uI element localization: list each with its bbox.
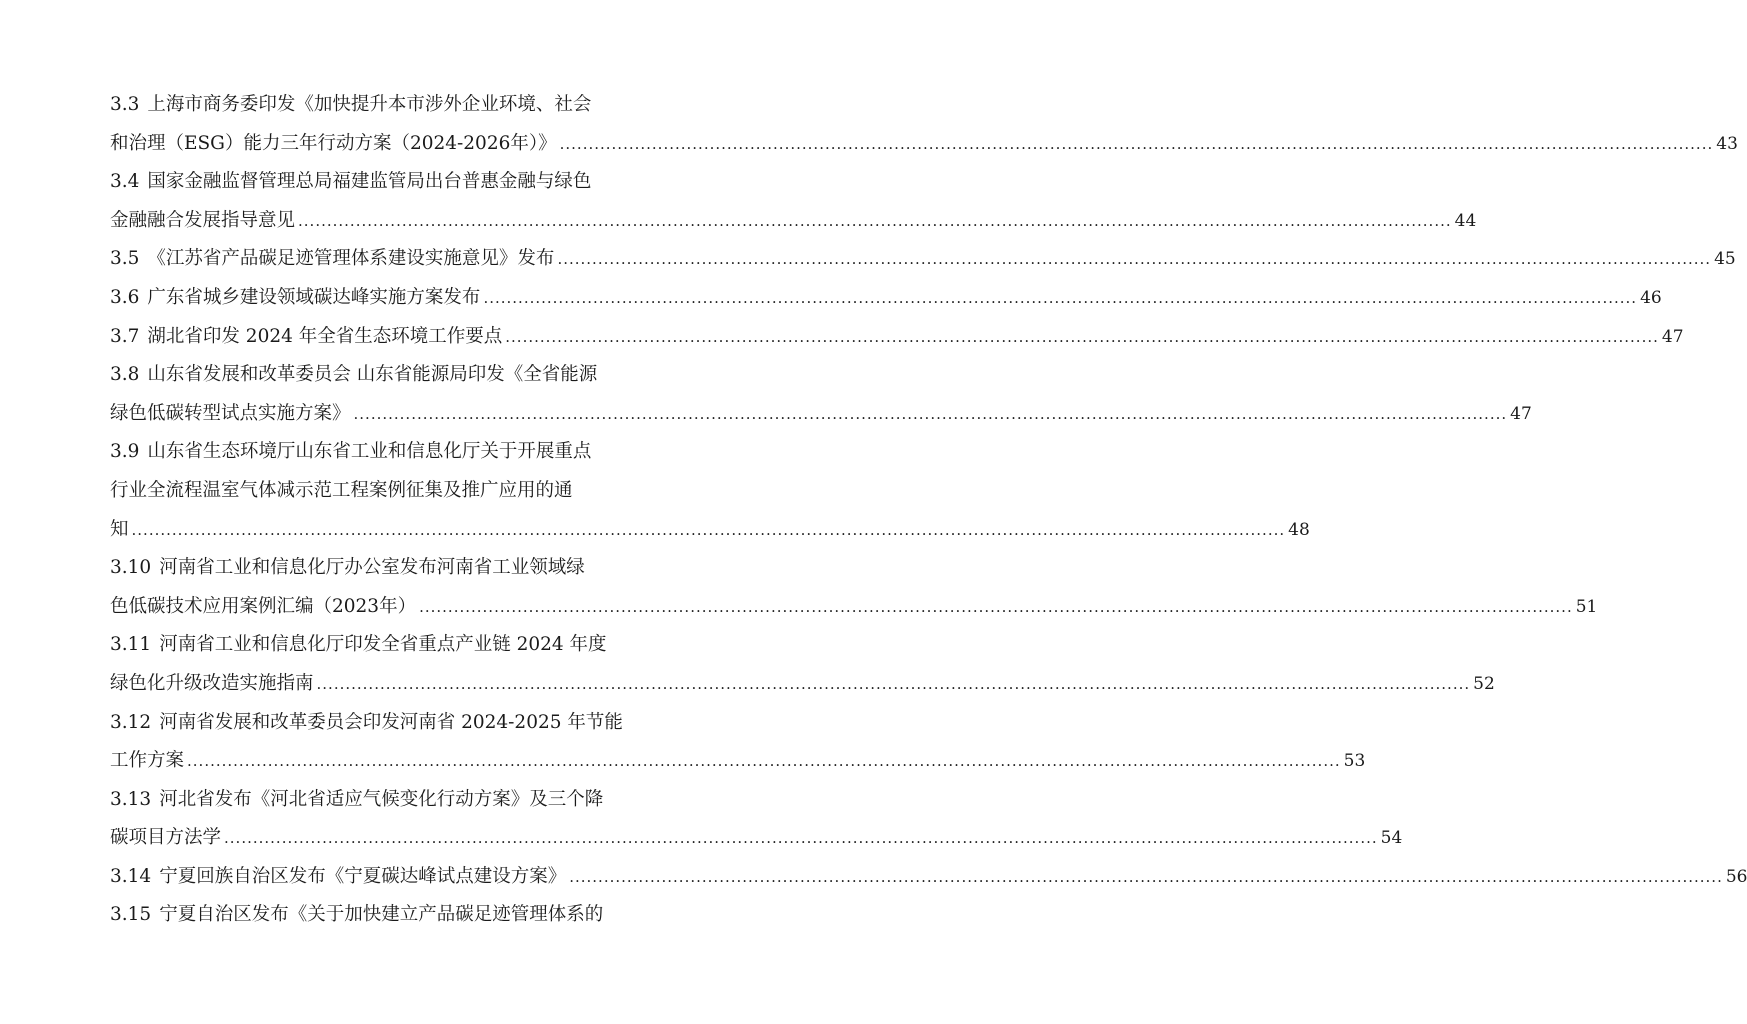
toc-entry-line[interactable]	[110, 433, 616, 472]
toc-page-number: 52	[1473, 673, 1495, 694]
toc-page-number: 53	[1343, 751, 1366, 772]
toc-entry-title: 广东省城乡建设领域碳达峰实施方案发布	[147, 286, 481, 308]
toc-entry-number: 3.11	[110, 634, 152, 656]
toc-entry-title: 上海市商务委印发《加快提升本市涉外企业环境、社会	[147, 94, 592, 115]
toc-entry-title: 河北省发布《河北省适应气候变化行动方案》及三个降	[159, 788, 604, 810]
toc-entry-title: 河南省工业和信息化厅办公室发布河南省工业领域绿	[159, 557, 585, 579]
toc-entry-number: 3.9	[110, 441, 140, 463]
toc-entry-number: 3.13	[110, 788, 152, 810]
toc-entry-line[interactable]	[110, 742, 1366, 781]
toc-entry-number: 3.4	[110, 171, 140, 193]
toc-page-number: 47	[1510, 403, 1532, 424]
toc-entry-line[interactable]	[110, 858, 1747, 897]
toc-entry-line[interactable]	[110, 318, 1684, 357]
toc-page-number: 56	[1725, 866, 1747, 887]
toc-page-number: 54	[1380, 828, 1403, 849]
toc-entry-title: 《江苏省产品碳足迹管理体系建设实施意见》发布	[147, 248, 555, 270]
toc-entry-title: 色低碳技术应用案例汇编（2023年）	[110, 595, 417, 617]
toc-entry-title: 和治理（ESG）能力三年行动方案（2024-2026年）》	[110, 132, 557, 154]
toc-dot-leader	[187, 742, 1341, 781]
toc-entry-title: 碳项目方法学	[110, 827, 222, 849]
toc-entry-line[interactable]	[110, 704, 623, 743]
toc-entry-line[interactable]	[110, 86, 616, 125]
toc-entry-line[interactable]	[110, 395, 1532, 434]
toc-dot-leader	[557, 240, 1711, 279]
toc-dot-leader	[317, 665, 1471, 704]
toc-page-number: 45	[1714, 249, 1736, 270]
toc-entry-number: 3.8	[110, 364, 140, 386]
toc-entry-line[interactable]	[110, 163, 616, 202]
toc-entry-number: 3.6	[110, 286, 140, 308]
toc-entry-title: 知	[110, 518, 129, 540]
toc-entry-number: 3.3	[110, 94, 140, 115]
toc-dot-leader	[483, 279, 1637, 318]
toc-dot-leader	[132, 511, 1286, 550]
toc-entry-line[interactable]	[110, 819, 1403, 858]
toc-entry-title: 工作方案	[110, 750, 185, 772]
toc-entry-line[interactable]	[110, 549, 616, 588]
toc-entry-title: 山东省生态环境厅山东省工业和信息化厅关于开展重点	[147, 441, 592, 463]
toc-page-number: 51	[1575, 596, 1598, 617]
table-of-contents	[110, 86, 1747, 935]
toc-entry-title: 金融融合发展指导意见	[110, 209, 296, 231]
toc-entry-title: 山东省发展和改革委员会 山东省能源局印发《全省能源	[147, 364, 598, 386]
toc-page-number: 44	[1454, 210, 1477, 231]
toc-page-number: 48	[1288, 519, 1310, 540]
toc-entry-title: 行业全流程温室气体减示范工程案例征集及推广应用的通	[110, 479, 573, 501]
toc-entry-line[interactable]	[110, 202, 1477, 241]
toc-entry-line[interactable]	[110, 665, 1495, 704]
toc-entry-line[interactable]	[110, 240, 1736, 279]
toc-entry-number: 3.5	[110, 248, 140, 270]
toc-entry-title: 绿色低碳转型试点实施方案》	[110, 402, 351, 424]
toc-page-number: 47	[1661, 326, 1684, 347]
toc-entry-number: 3.12	[110, 711, 152, 733]
toc-entry-title: 宁夏自治区发布《关于加快建立产品碳足迹管理体系的	[159, 904, 604, 926]
toc-page-number: 43	[1716, 133, 1738, 154]
toc-entry-line[interactable]	[110, 626, 616, 665]
toc-entry-line[interactable]	[110, 511, 1310, 550]
toc-entry-number: 3.14	[110, 865, 152, 887]
toc-entry-line[interactable]	[110, 472, 616, 511]
toc-entry-number: 3.7	[110, 325, 140, 347]
toc-dot-leader	[298, 202, 1452, 241]
toc-dot-leader	[419, 588, 1573, 627]
toc-entry-title: 宁夏回族自治区发布《宁夏碳达峰试点建设方案》	[159, 865, 567, 887]
toc-entry-title: 国家金融监督管理总局福建监管局出台普惠金融与绿色	[147, 171, 592, 193]
toc-dot-leader	[224, 819, 1378, 858]
toc-entry-title: 绿色化升级改造实施指南	[110, 672, 314, 694]
toc-entry-line[interactable]	[110, 125, 1738, 164]
toc-dot-leader	[560, 125, 1714, 164]
toc-dot-leader	[505, 318, 1659, 357]
toc-entry-title: 河南省工业和信息化厅印发全省重点产业链 2024 年度	[159, 634, 607, 656]
toc-entry-number: 3.15	[110, 904, 152, 926]
toc-entry-title: 湖北省印发 2024 年全省生态环境工作要点	[147, 325, 503, 347]
toc-entry-line[interactable]	[110, 356, 616, 395]
toc-entry-line[interactable]	[110, 279, 1662, 318]
toc-dot-leader	[354, 395, 1508, 434]
toc-entry-number: 3.10	[110, 557, 152, 579]
toc-dot-leader	[569, 858, 1723, 897]
toc-page-number: 46	[1640, 287, 1662, 308]
toc-entry-line[interactable]	[110, 781, 616, 820]
toc-entry-line[interactable]	[110, 896, 616, 935]
toc-entry-title: 河南省发展和改革委员会印发河南省 2024-2025 年节能	[159, 711, 623, 733]
toc-entry-line[interactable]	[110, 588, 1598, 627]
